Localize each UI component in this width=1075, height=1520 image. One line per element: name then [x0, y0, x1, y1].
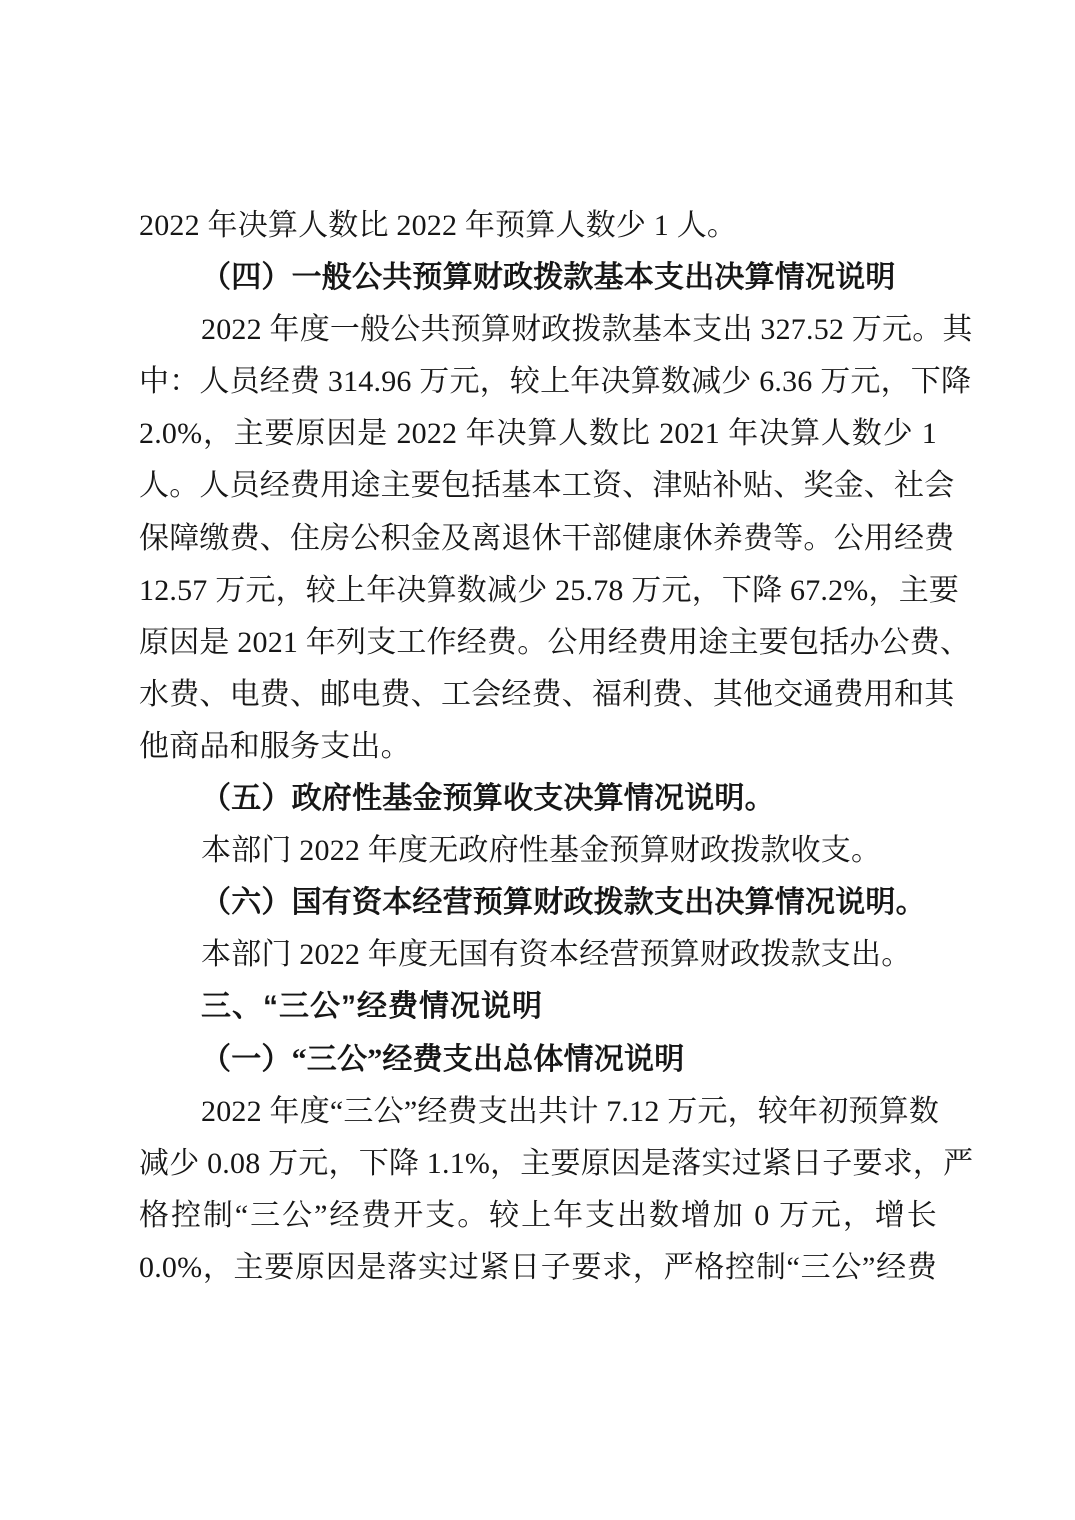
text-line: 本部门 2022 年度无国有资本经营预算财政拨款支出。 [201, 938, 912, 972]
text-line: 2022 年度“三公”经费支出共计 7.12 万元，较年初预算数 [201, 1094, 940, 1128]
text-line: 0.0%，主要原因是落实过紧日子要求，严格控制“三公”经费 [139, 1250, 937, 1284]
text-line: 人。人员经费用途主要包括基本工资、津贴补贴、奖金、社会 [139, 469, 955, 503]
text-line: 中：人员经费 314.96 万元，较上年决算数减少 6.36 万元，下降 [139, 365, 972, 399]
text-line: 原因是 2021 年列支工作经费。公用经费用途主要包括办公费、 [139, 625, 971, 659]
subsection-heading-basic-expenditure: （四）一般公共预算财政拨款基本支出决算情况说明 [201, 261, 896, 295]
paragraph-continuation-line: 2022 年决算人数比 2022 年预算人数少 1 人。 [139, 209, 738, 242]
text-line: 本部门 2022 年度无政府性基金预算财政拨款收支。 [201, 834, 882, 868]
text-line: 减少 0.08 万元，下降 1.1%，主要原因是落实过紧日子要求，严 [139, 1146, 974, 1180]
text-line: 保障缴费、住房公积金及离退休干部健康休养费等。公用经费 [139, 521, 955, 555]
text-line: 格控制“三公”经费开支。较上年支出数增加 0 万元，增长 [139, 1198, 937, 1232]
subsection-heading-gov-fund: （五）政府性基金预算收支决算情况说明。 [201, 782, 775, 816]
subsection-heading-three-public-overview: （一）“三公”经费支出总体情况说明 [201, 1042, 685, 1076]
text-line: 12.57 万元，较上年决算数减少 25.78 万元，下降 67.2%，主要 [139, 573, 960, 607]
section-heading-three-public-funds: 三、“三公”经费情况说明 [201, 990, 543, 1024]
text-line: 2022 年度一般公共预算财政拨款基本支出 327.52 万元。其 [201, 313, 973, 347]
paragraph-end-line: 他商品和服务支出。 [139, 729, 411, 763]
text-line: 2.0%，主要原因是 2022 年决算人数比 2021 年决算人数少 1 [139, 417, 937, 451]
subsection-heading-state-capital: （六）国有资本经营预算财政拨款支出决算情况说明。 [201, 886, 926, 920]
document-body [139, 200, 974, 1294]
text-line: 水费、电费、邮电费、工会经费、福利费、其他交通费用和其 [139, 677, 955, 711]
